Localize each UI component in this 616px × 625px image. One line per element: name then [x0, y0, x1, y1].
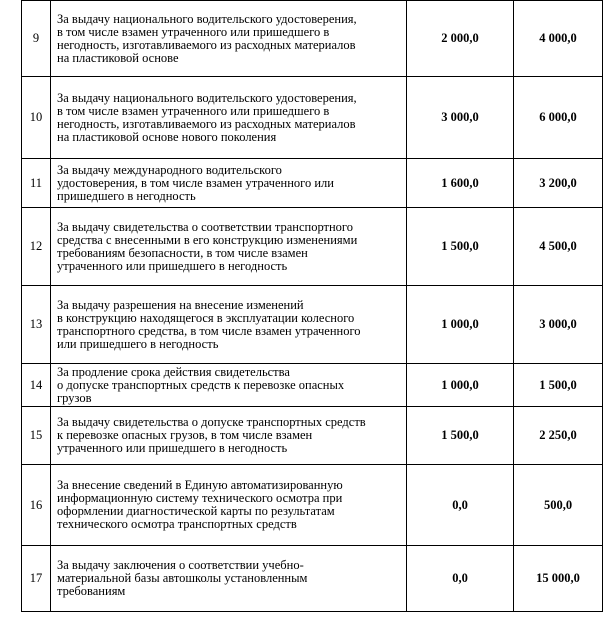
fee-amount-2: 4 000,0	[514, 1, 603, 77]
fees-table	[21, 0, 603, 612]
fee-amount-2: 3 200,0	[514, 159, 603, 208]
row-number: 14	[22, 364, 51, 407]
fee-amount-2: 6 000,0	[514, 77, 603, 159]
fee-amount-1: 1 600,0	[407, 159, 514, 208]
row-description	[51, 208, 407, 286]
fee-amount-1: 1 500,0	[407, 407, 514, 465]
description-text: За выдачу международного водительского удостоверения, в том числе взамен утраченного или пришедшего в негодность	[57, 162, 334, 203]
description-text: За выдачу разрешения на внесение изменений в конструкцию находящегося в эксплуатации колесного транспортного средства, в том числе взамен утраченного или пришедшего в негодность	[57, 297, 361, 351]
fee-amount-2: 4 500,0	[514, 208, 603, 286]
table-row	[22, 407, 603, 465]
row-description	[51, 364, 407, 407]
fee-amount-1: 1 000,0	[407, 286, 514, 364]
description-text: За выдачу свидетельства о соответствии транспортного средства с внесенными в его конструкцию изменениями требованиям безопасности, в том числе взамен утраченного или пришедшего в негодность	[57, 219, 358, 273]
description-text: За выдачу свидетельства о допуске транспортных средств к перевозке опасных грузов, в том числе взамен утраченного или пришедшего в негодность	[57, 415, 366, 455]
fees-table-body	[22, 1, 603, 612]
row-number: 9	[22, 1, 51, 77]
fee-amount-2: 15 000,0	[514, 546, 603, 612]
fee-amount-1: 2 000,0	[407, 1, 514, 77]
fee-amount-2: 1 500,0	[514, 364, 603, 407]
row-description	[51, 77, 407, 159]
fee-amount-2: 3 000,0	[514, 286, 603, 364]
row-description	[51, 286, 407, 364]
table-row	[22, 465, 603, 546]
row-number: 17	[22, 546, 51, 612]
fee-amount-1: 3 000,0	[407, 77, 514, 159]
table-row	[22, 77, 603, 159]
description-text: За внесение сведений в Единую автоматизированную информационную систему технического осмотра при оформлении диагностической карты по результатам технического осмотра транспортных средств	[57, 478, 343, 531]
description-text: За выдачу национального водительского удостоверения, в том числе взамен утраченного или пришедшего в негодность, изготавливаемого из расходных материалов на пластиковой основе нового поколения	[57, 90, 357, 144]
row-number: 11	[22, 159, 51, 208]
table-row	[22, 1, 603, 77]
table-row	[22, 364, 603, 407]
description-text: За продление срока действия свидетельства о допуске транспортных средств к перевозке опасных грузов	[57, 364, 345, 405]
row-number: 12	[22, 208, 51, 286]
row-description	[51, 465, 407, 546]
row-description	[51, 159, 407, 208]
table-row	[22, 286, 603, 364]
fee-amount-1: 1 000,0	[407, 364, 514, 407]
fee-amount-2: 2 250,0	[514, 407, 603, 465]
row-number: 15	[22, 407, 51, 465]
row-description	[51, 1, 407, 77]
row-number: 13	[22, 286, 51, 364]
description-text: За выдачу национального водительского удостоверения, в том числе взамен утраченного или пришедшего в негодность, изготавливаемого из расходных материалов на пластиковой основе	[57, 11, 357, 65]
row-number: 10	[22, 77, 51, 159]
fee-amount-2: 500,0	[514, 465, 603, 546]
fee-amount-1: 0,0	[407, 465, 514, 546]
fee-amount-1: 0,0	[407, 546, 514, 612]
table-row	[22, 208, 603, 286]
description-text: За выдачу заключения о соответствии учебно- материальной базы автошколы установленным требованиям	[57, 558, 308, 598]
row-number: 16	[22, 465, 51, 546]
table-row	[22, 159, 603, 208]
row-description	[51, 546, 407, 612]
fee-amount-1: 1 500,0	[407, 208, 514, 286]
table-row	[22, 546, 603, 612]
row-description	[51, 407, 407, 465]
